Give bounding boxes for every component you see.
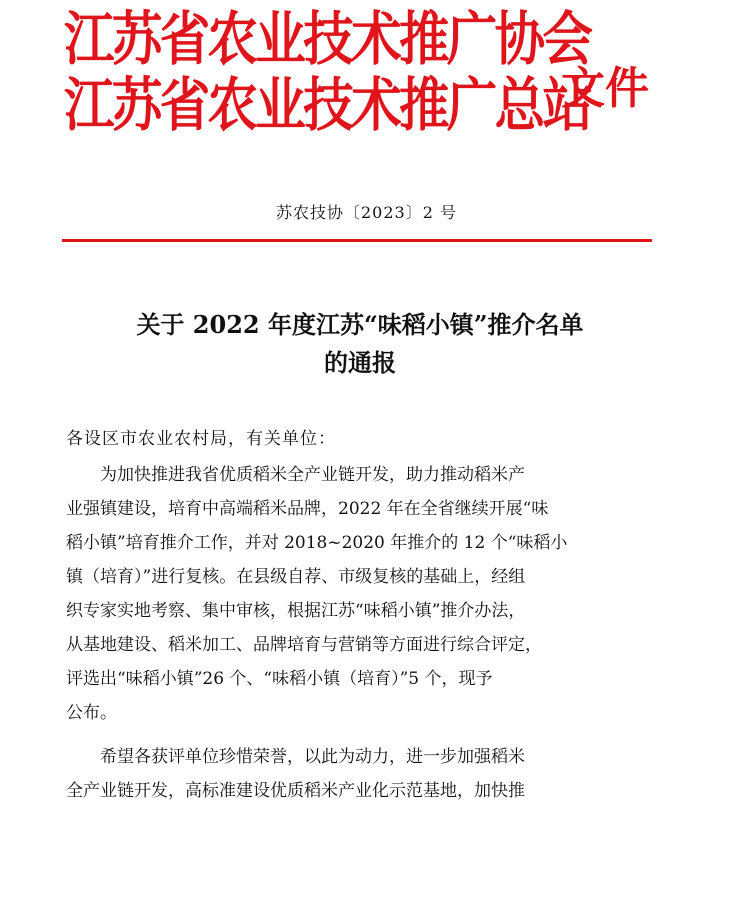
body-line: 全产业链开发，高标准建设优质稻米产业化示范基地，加快推 (66, 781, 525, 801)
body-line: 织专家实地考察、集中审核，根据江苏“味稻小镇”推介办法， (66, 601, 526, 621)
body-line: 从基地建设、稻米加工、品牌培育与营销等方面进行综合评定， (66, 635, 542, 655)
body-line: 为加快推进我省优质稻米全产业链开发，助力推动稻米产 (66, 465, 525, 485)
document-number: 苏农技协〔2023〕2 号 (276, 203, 457, 222)
body-line: 镇（培育）”进行复核。在县级自荐、市级复核的基础上，经组 (66, 567, 526, 587)
issuer-block (64, 5, 591, 139)
red-divider (62, 239, 652, 242)
title-line-2: 的通报 (324, 348, 396, 377)
issuer-name-1: 江苏省农业技术推广协会 (64, 5, 591, 73)
body-line: 希望各获评单位珍惜荣誉，以此为动力，进一步加强稻米 (66, 747, 525, 767)
body-line: 稻小镇”培育推介工作，并对 2018~2020 年推介的 12 个“味稻小 (66, 533, 568, 553)
title-line-1: 关于 2022 年度江苏“味稻小镇”推介名单 (136, 310, 584, 339)
paragraph-1 (66, 458, 656, 730)
document-type-label: 文件 (561, 63, 649, 114)
body-line: 公布。 (66, 703, 117, 723)
issuer-name-2: 江苏省农业技术推广总站 (64, 71, 591, 139)
salutation: 各设区市农业农村局，有关单位： (66, 429, 336, 449)
paragraph-2 (66, 740, 656, 808)
body-text (66, 458, 656, 808)
document-title (60, 306, 660, 382)
paragraph-gap (66, 730, 656, 740)
body-line: 业强镇建设，培育中高端稻米品牌，2022 年在全省继续开展“味 (66, 499, 549, 519)
body-line: 评选出“味稻小镇”26 个、“味稻小镇（培育）”5 个，现予 (66, 669, 493, 689)
